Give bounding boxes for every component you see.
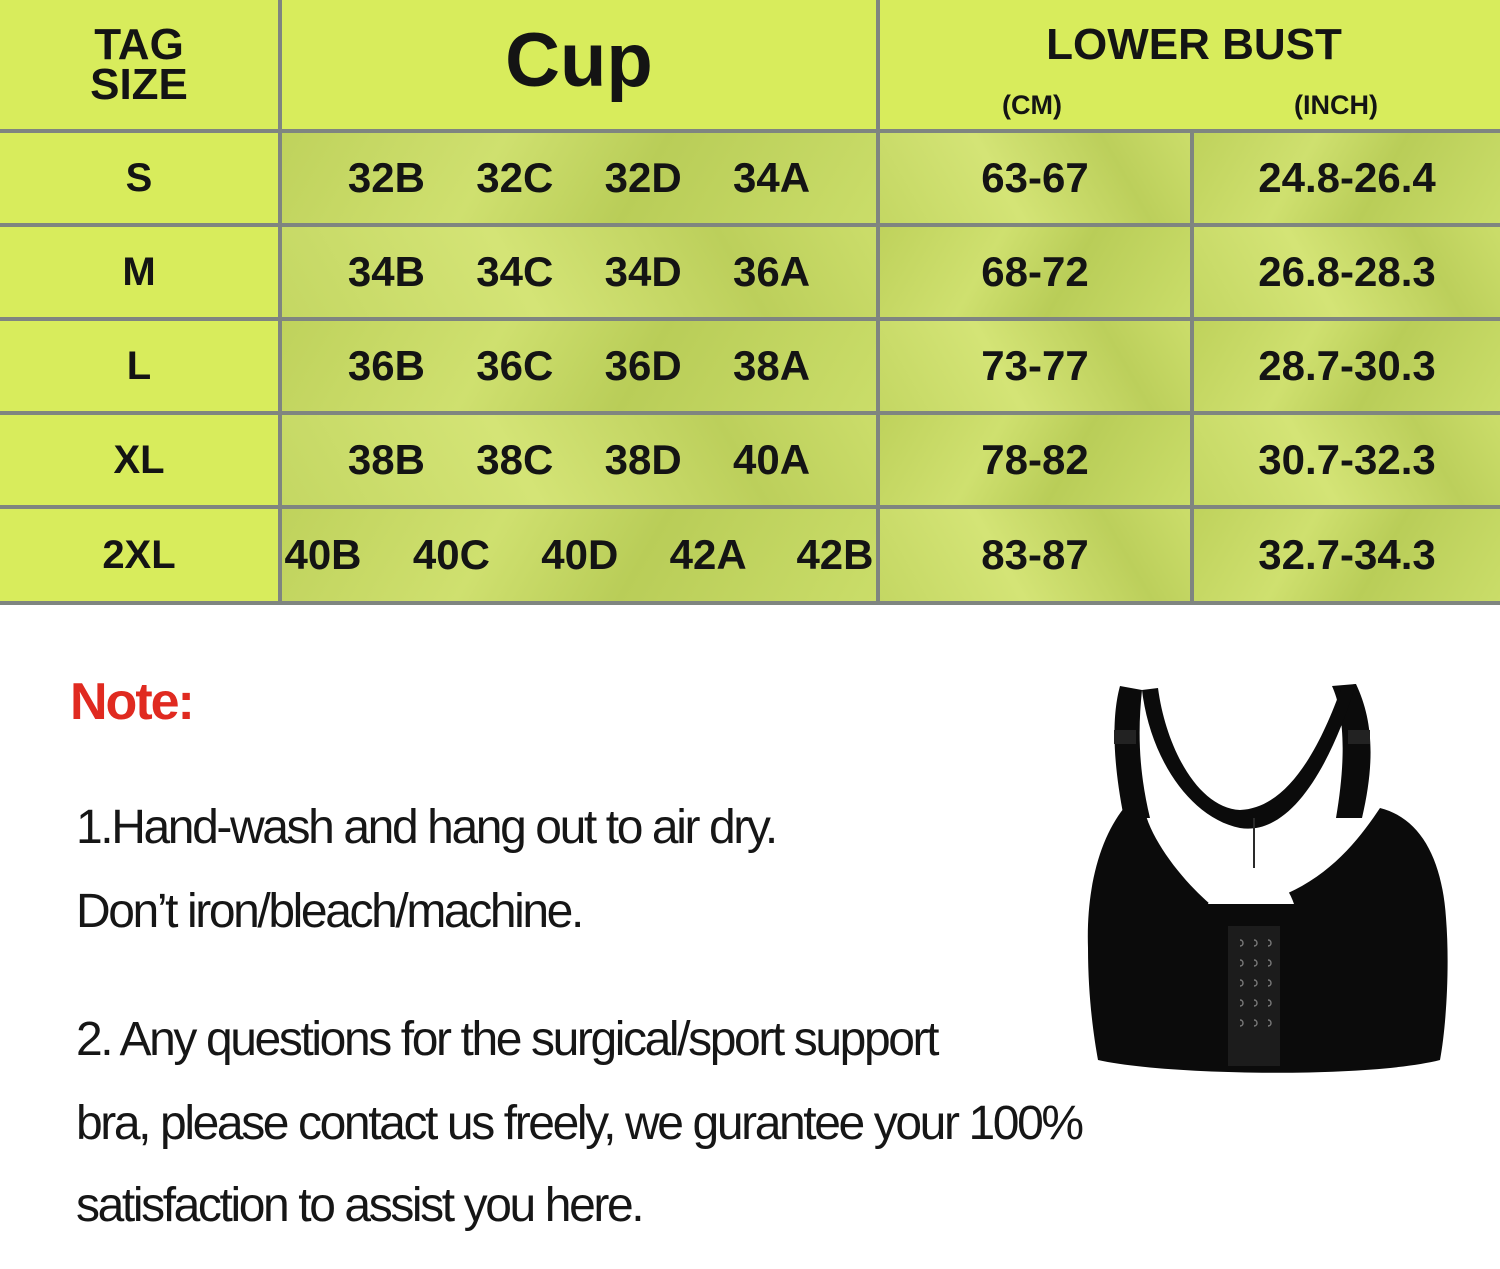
header-cup-label: Cup [505,18,653,103]
grid-line [0,411,1500,415]
table-row-inch [1194,415,1500,505]
table-row-cup [282,133,876,223]
table-row-cup [282,415,876,505]
front-closure-bra-illustration [1080,668,1460,1083]
header-cup [282,0,876,129]
header-tag-size [0,0,278,129]
grid-line [1190,129,1194,605]
inch-range: 26.8-28.3 [1258,248,1436,295]
cm-range: 73-77 [981,342,1089,389]
table-row-inch [1194,321,1500,411]
note-line-1: 1.Hand-wash and hang out to air dry. [76,801,776,854]
inch-range: 30.7-32.3 [1258,436,1436,483]
table-row-cm [880,133,1190,223]
table-row-size [0,321,278,411]
header-lower-bust [880,0,1500,129]
header-unit-cm: (CM) [1002,90,1062,120]
table-row-cm [880,415,1190,505]
cm-range: 78-82 [981,436,1089,483]
cup-sizes: 32B 32C 32D 34A [347,154,811,201]
inch-range: 32.7-34.3 [1258,531,1436,578]
cup-sizes: 40B 40C 40D 42A 42B [284,531,874,578]
cup-sizes: 34B 34C 34D 36A [347,248,811,295]
table-row-cm [880,509,1190,601]
table-row-cm [880,321,1190,411]
table-row-cup [282,321,876,411]
grid-line [0,505,1500,509]
table-row-inch [1194,133,1500,223]
size-label: XL [113,437,165,482]
grid-line [0,129,1500,133]
bra-icon [1080,668,1460,1083]
header-tag-size-line1: TAG [94,19,184,69]
cup-sizes: 36B 36C 36D 38A [347,342,811,389]
table-row-size [0,133,278,223]
size-label: L [126,343,152,388]
header-lower-bust-label: LOWER BUST [1046,20,1342,69]
size-chart-table [0,0,1500,605]
table-row-cup [282,227,876,317]
table-row-inch [1194,509,1500,601]
header-tag-size-line2: SIZE [90,59,188,109]
table-row-cup [282,509,876,601]
table-row-size [0,415,278,505]
cm-range: 63-67 [981,154,1089,201]
cm-range: 68-72 [981,248,1089,295]
size-label: 2XL [102,532,176,577]
grid-line [0,317,1500,321]
table-row-cm [880,227,1190,317]
note-line-5: satisfaction to assist you here. [76,1179,643,1232]
inch-range: 24.8-26.4 [1258,154,1436,201]
table-row-size [0,227,278,317]
note-title: Note: [70,673,193,731]
cup-sizes: 38B 38C 38D 40A [347,436,811,483]
note-line-2: Don’t iron/bleach/machine. [76,885,582,938]
size-label: S [125,155,153,200]
cm-range: 83-87 [981,531,1089,578]
table-row-size [0,509,278,601]
table-row-inch [1194,227,1500,317]
grid-line [0,601,1500,605]
header-unit-inch: (INCH) [1294,90,1378,120]
inch-range: 28.7-30.3 [1258,342,1436,389]
grid-line [278,0,282,605]
grid-line [0,223,1500,227]
note-line-3: 2. Any questions for the surgical/sport support [76,1013,938,1066]
note-line-4: bra, please contact us freely, we gurantee your 100% [76,1097,1082,1150]
grid-line [876,0,880,605]
size-label: M [122,249,156,294]
